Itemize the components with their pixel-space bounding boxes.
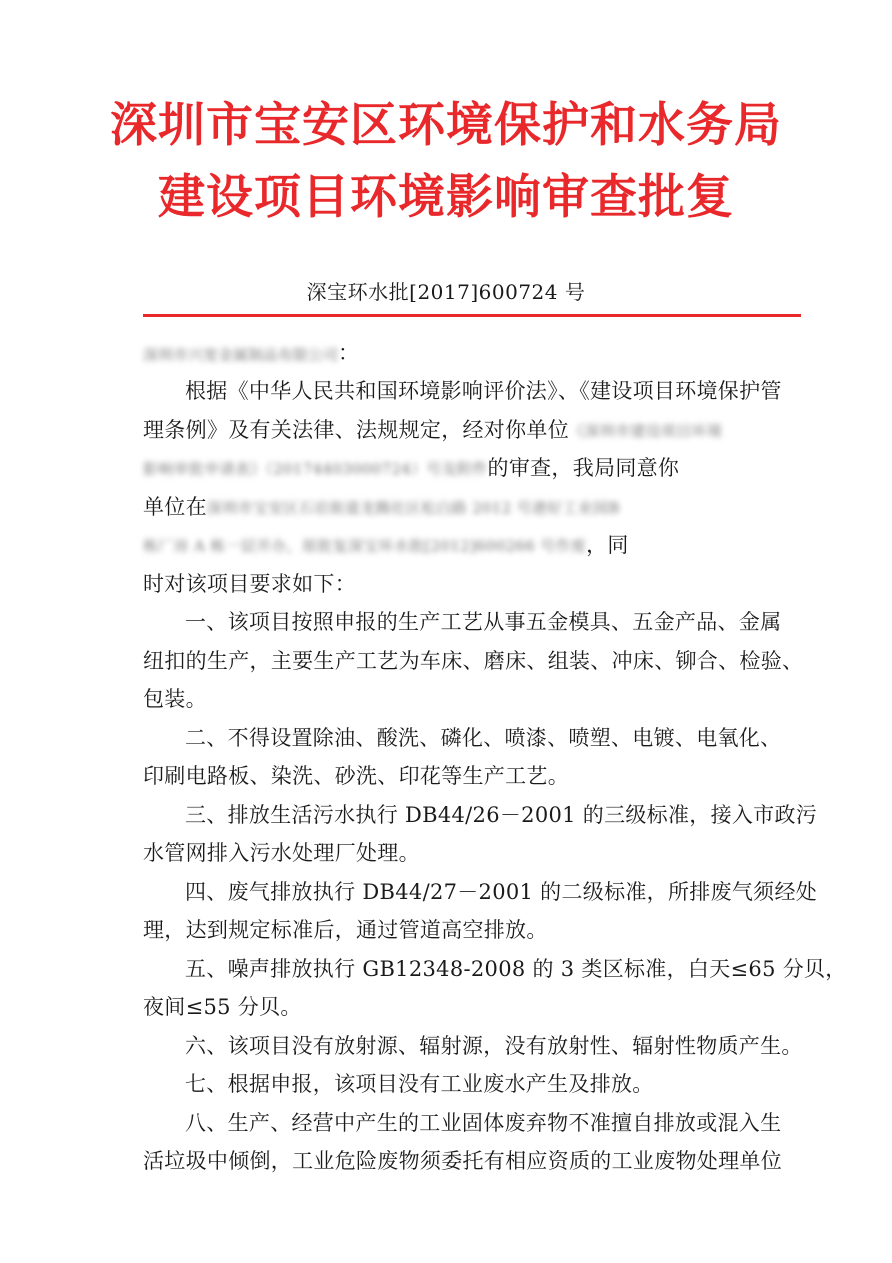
- item-4: 四、废气排放执行 DB44/27－2001 的二级标准，所排废气须经处: [185, 879, 818, 904]
- recipient-suffix: ：: [338, 341, 360, 365]
- item-8: 八、生产、经营中产生的工业固体废弃物不准擅自排放或混入生: [185, 1110, 782, 1135]
- body-line: 时对该项目要求如下：: [143, 571, 356, 596]
- item-1-cont: 纽扣的生产，主要生产工艺为车床、磨床、组装、冲床、铆合、检验、: [143, 648, 804, 673]
- item-2: 二、不得设置除油、酸洗、磷化、喷漆、喷塑、电镀、电氧化、: [185, 725, 782, 750]
- red-divider: [143, 314, 801, 317]
- item-8-cont: 活垃圾中倾倒，工业危险废物须委托有相应资质的工业废物处理单位: [143, 1149, 782, 1173]
- redacted-text: 栋厂房 A 栋一层开办，原批复深宝环水批[2012]600266 号作废: [143, 537, 587, 556]
- recipient-line: [143, 337, 359, 367]
- agency-title: 深圳市宝安区环境保护和水务局: [110, 98, 782, 153]
- body-line: 根据《中华人民共和国环境影响评价法》、《建设项目环境保护管: [185, 379, 782, 403]
- item-4-cont: 理，达到规定标准后，通过管道高空排放。: [143, 918, 548, 942]
- item-5-cont: 夜间≤55 分贝。: [143, 995, 302, 1019]
- item-1-cont: 包装。: [143, 687, 207, 711]
- redacted-text: 《深圳市建设项目环境: [569, 421, 723, 440]
- item-3-cont: 水管网排入污水处理厂处理。: [143, 841, 420, 865]
- redacted-text: 影响审批申请表》（20174403000724）号及附件: [143, 460, 488, 479]
- body-line: 单位在深圳市宝安区石岩街道龙腾社区松白路 2012 号港好工业园B: [143, 488, 808, 527]
- redacted-text: 深圳市宝安区石岩街道龙腾社区松白路 2012 号港好工业园B: [206, 498, 620, 517]
- item-5: 五、噪声排放执行 GB12348-2008 的 3 类区标准，白天≤65 分贝，: [185, 956, 847, 981]
- body-text: [143, 372, 847, 1181]
- item-1: 一、该项目按照申报的生产工艺从事五金模具、五金产品、金属: [185, 610, 782, 634]
- body-line: 影响审批申请表》（20174403000724）号及附件的审查，我局同意你: [143, 449, 808, 488]
- item-3: 三、排放生活污水执行 DB44/26－2001 的三级标准，接入市政污: [185, 802, 818, 827]
- item-6: 六、该项目没有放射源、辐射源，没有放射性、辐射性物质产生。: [185, 1033, 803, 1058]
- body-line: 理条例》及有关法律、法规规定，经对你单位《深圳市建设项目环境: [143, 411, 808, 450]
- item-7: 七、根据申报，该项目没有工业废水产生及排放。: [185, 1072, 654, 1096]
- document-number: 深宝环水批[2017]600724 号: [306, 280, 586, 304]
- document-type-title: 建设项目环境影响审查批复: [158, 170, 734, 225]
- item-2-cont: 印刷电路板、染洗、砂洗、印花等生产工艺。: [143, 764, 569, 788]
- recipient-name-redacted: 深圳市兴宽金属制品有限公司: [143, 346, 339, 364]
- body-line: 栋厂房 A 栋一层开办，原批复深宝环水批[2012]600266 号作废，同: [143, 526, 808, 565]
